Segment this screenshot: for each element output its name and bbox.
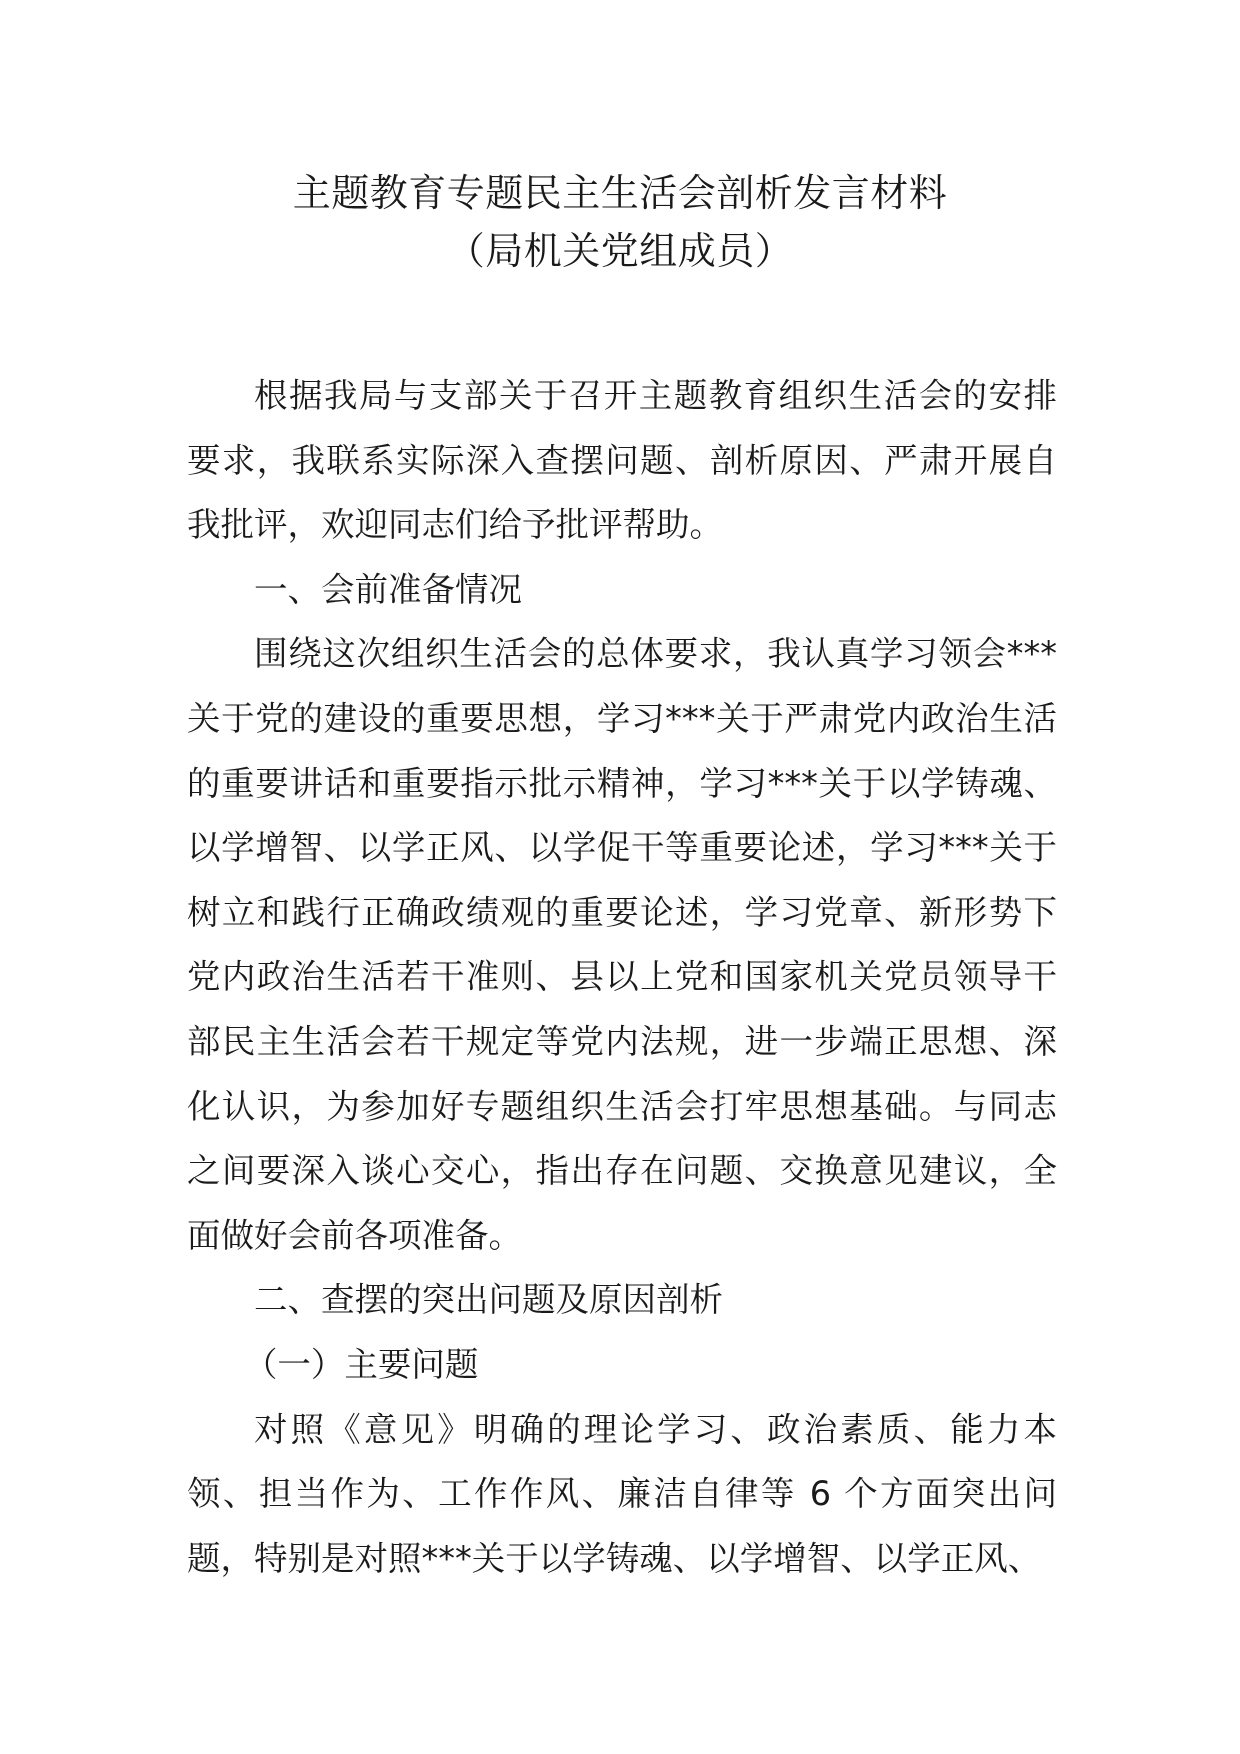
section2-subheading: （一）主要问题 (243, 1344, 479, 1384)
section2-paragraph: 对照《意见》明确的理论学习、政治素质、能力本领、担当作为、工作作风、廉洁自律等 6 个方面突出问题，特别是对照***关于以学铸魂、以学增智、以学正风、 (187, 1409, 1057, 1578)
section1-paragraph: 围绕这次组织生活会的总体要求，我认真学习领会***关于党的建设的重要思想，学习***关于严肃党内政治生活的重要讲话和重要指示批示精神，学习***关于以学铸魂、以学增智、以学正风、以学促干等重要论述，学习***关于树立和践行正确政绩观的重要论述，学习党章、新形势下党内政治生活若干准则、县以上党和国家机关党员领导干部民主生活会若干规定等党内法规，进一步端正思想、深化认识，为参加好专题组织生活会打牢思想基础。与同志之间要深入谈心交心，指出存在问题、交换意见建议，全面做好会前各项准备。 (187, 634, 1057, 1255)
document-body (187, 364, 1057, 1591)
title-block (0, 164, 1240, 280)
section2-heading: 二、查摆的突出问题及原因剖析 (254, 1280, 723, 1320)
section1-heading: 一、会前准备情况 (254, 569, 522, 609)
document-title: 主题教育专题民主生活会剖析发言材料 (292, 171, 948, 215)
document-subtitle: （局机关党组成员） (446, 229, 794, 273)
intro-paragraph: 根据我局与支部关于召开主题教育组织生活会的安排要求，我联系实际深入查摆问题、剖析原因、严肃开展自我批评，欢迎同志们给予批评帮助。 (187, 376, 1057, 545)
